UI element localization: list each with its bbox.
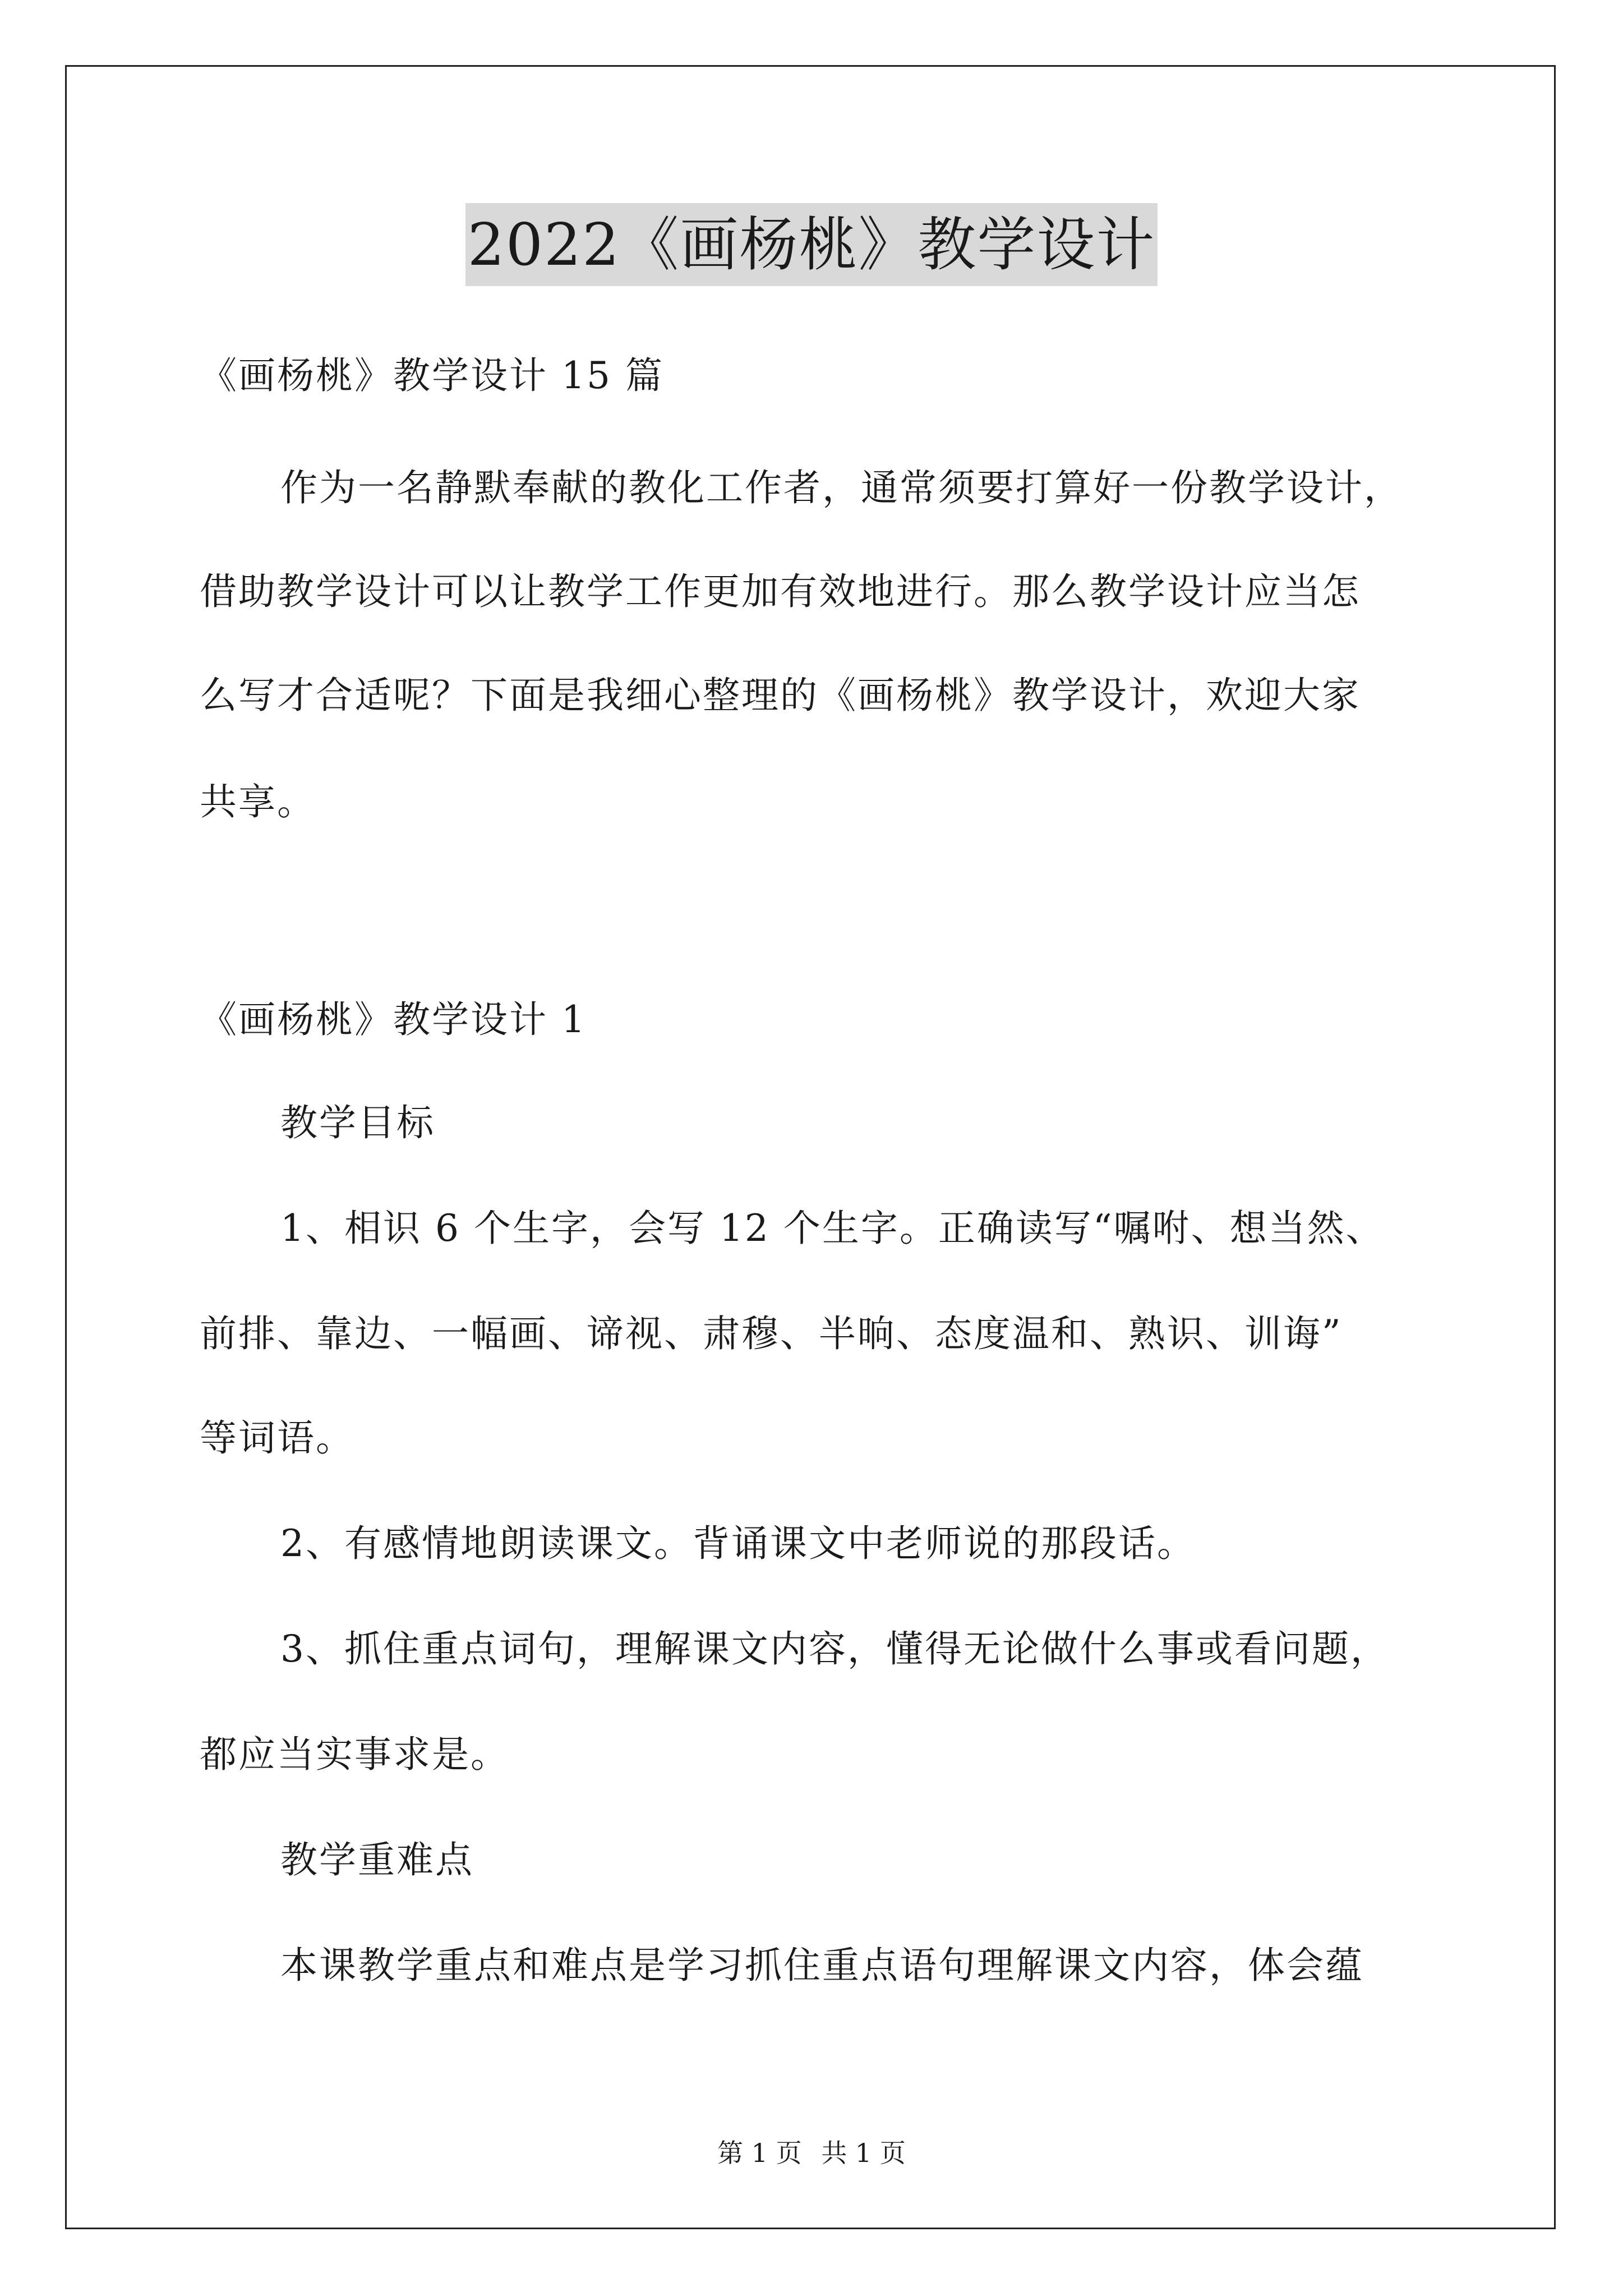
title-container bbox=[0, 203, 1623, 286]
section-heading: 《画杨桃》教学设计 1 bbox=[200, 998, 587, 1041]
paragraph-line: 都应当实事求是。 bbox=[200, 1733, 509, 1776]
subsection-heading: 教学目标 bbox=[280, 1101, 435, 1144]
paragraph-line: 本课教学重点和难点是学习抓住重点语句理解课文内容，体会蕴 bbox=[280, 1944, 1364, 1987]
paragraph-line: 等词语。 bbox=[200, 1416, 354, 1460]
document-title: 2022《画杨桃》教学设计 bbox=[465, 203, 1158, 286]
paragraph-line: 么写才合适呢？下面是我细心整理的《画杨桃》教学设计，欢迎大家 bbox=[200, 674, 1361, 717]
page-number-current: 第 1 页 bbox=[717, 2138, 802, 2168]
page-footer bbox=[0, 2136, 1623, 2170]
paragraph-line: 借助教学设计可以让教学工作更加有效地进行。那么教学设计应当怎 bbox=[200, 570, 1361, 613]
paragraph-line: 1、相识 6 个生字，会写 12 个生字。正确读写“嘱咐、想当然、 bbox=[280, 1207, 1385, 1250]
paragraph-line: 作为一名静默奉献的教化工作者，通常须要打算好一份教学设计， bbox=[280, 466, 1403, 509]
subtitle-line: 《画杨桃》教学设计 15 篇 bbox=[200, 354, 664, 397]
paragraph-line: 共享。 bbox=[200, 780, 316, 823]
page-number-total: 共 1 页 bbox=[821, 2138, 906, 2168]
paragraph-line: 3、抓住重点词句，理解课文内容，懂得无论做什么事或看问题， bbox=[280, 1627, 1389, 1671]
paragraph-line: 前排、靠边、一幅画、谛视、肃穆、半晌、态度温和、熟识、训诲” bbox=[200, 1312, 1343, 1355]
paragraph-line: 2、有感情地朗读课文。背诵课文中老师说的那段话。 bbox=[280, 1522, 1196, 1565]
subsection-heading: 教学重难点 bbox=[280, 1838, 474, 1881]
